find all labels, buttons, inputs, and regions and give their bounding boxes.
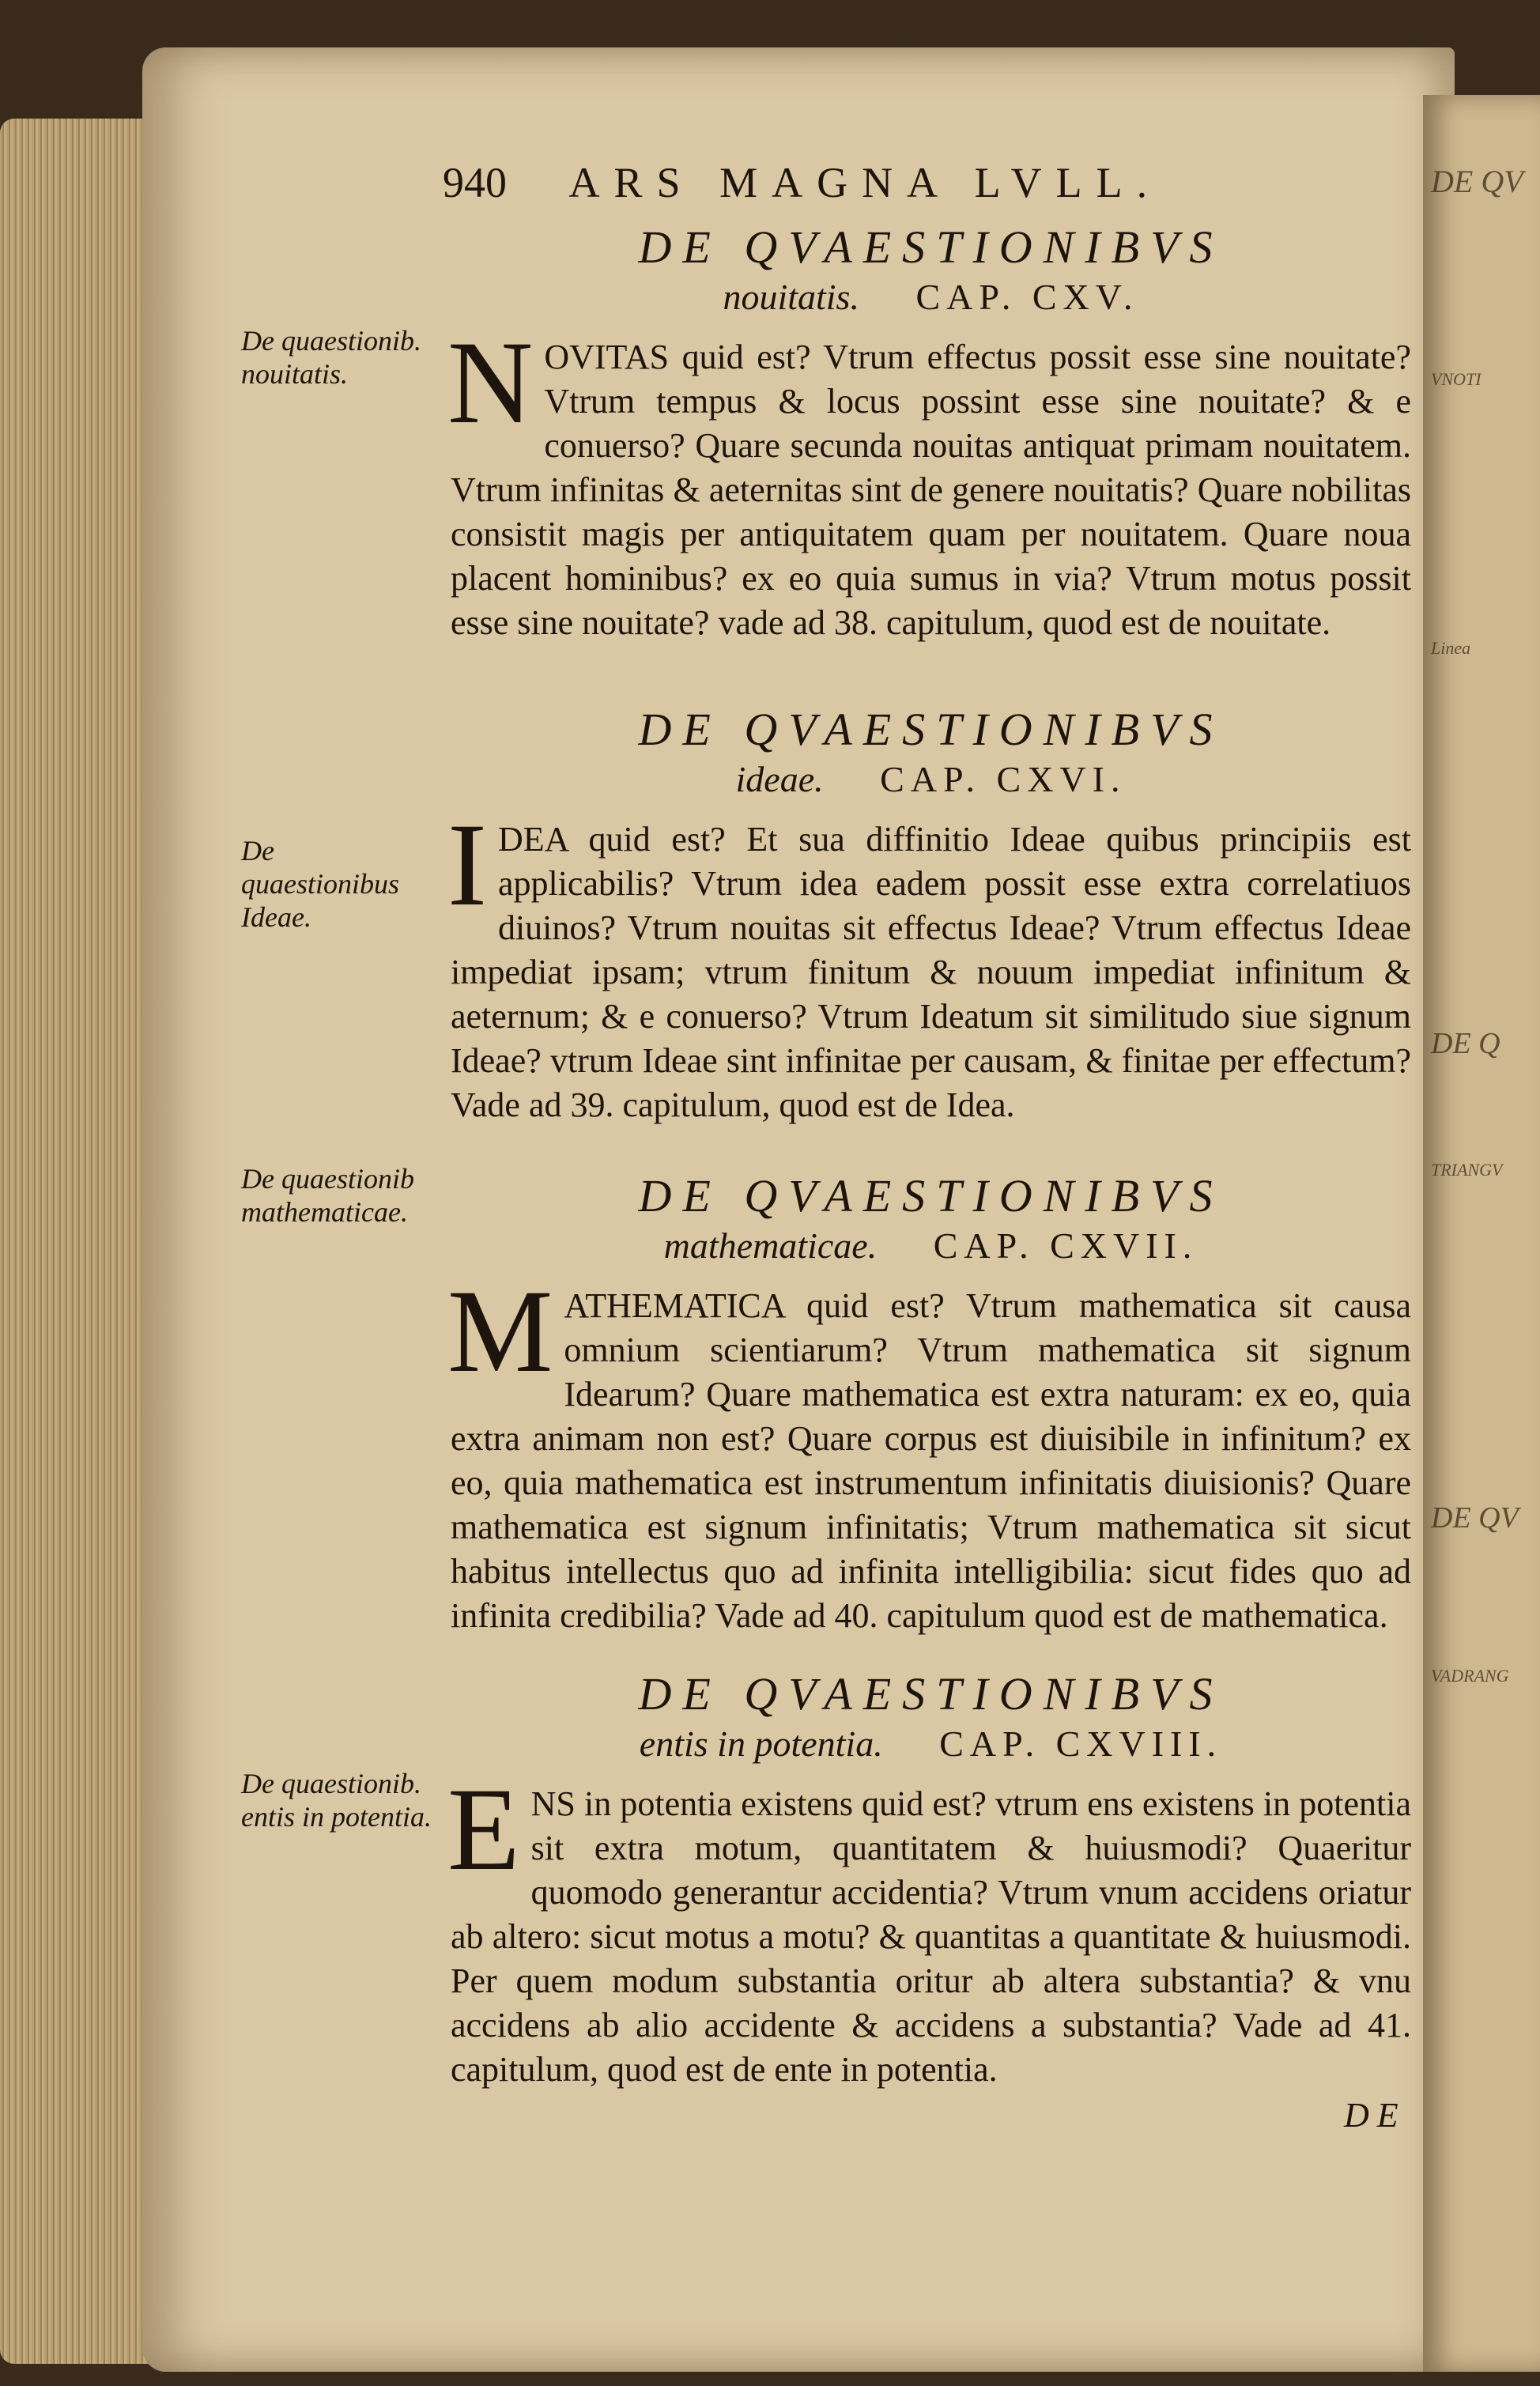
facing-fragment: TRIANGV [1431, 1160, 1503, 1180]
margin-note: De quaestionib. entis in potentia. [241, 1768, 432, 1833]
chapter-section [447, 704, 1411, 1127]
facing-fragment: DE QV [1431, 1501, 1519, 1535]
body-text: NS in potentia existens quid est? vtrum ens existens in potentia sit extra motum, quantitatem & huiusmodi? Quaeritur quomodo generantur accidentia? Vtrum vnum accidens oriatur ab altero: sicut motus a motu? & quantitas a quantitate & huiusmodi. Per quem modum substantia oritur ab altera substantia? & vnu accidens ab alio accidente & accidens a substantia? Vade ad 41. capitulum, quod est de ente in potentia. [451, 1784, 1411, 2089]
section-body [447, 799, 1411, 1127]
section-body [447, 1764, 1411, 2092]
section-subtitle [451, 756, 1411, 803]
section-heading: DE QVAESTIONIBVS [638, 1170, 1224, 1221]
section-body [447, 317, 1411, 645]
drop-initial: E [447, 1764, 520, 1895]
facing-fragment: Linea [1431, 638, 1471, 658]
book-edge [0, 119, 166, 2364]
section-heading: DE QVAESTIONIBVS [638, 1668, 1224, 1720]
facing-fragment: VADRANG [1431, 1666, 1509, 1686]
drop-initial: M [447, 1266, 553, 1397]
book-title: ARS MAGNA LVLL. [568, 159, 1162, 206]
chapter-number: CAP. CXVII. [933, 1225, 1198, 1266]
margin-note: De quaestionibus Ideae. [241, 835, 400, 933]
section-heading: DE QVAESTIONIBVS [638, 221, 1224, 273]
margin-note: De quaestionib. nouitatis. [241, 325, 421, 390]
chapter-number: CAP. CXVI. [880, 759, 1127, 799]
facing-fragment: DE Q [1431, 1027, 1500, 1060]
subtitle-text: ideae. [735, 759, 824, 799]
margin-note: De quaestionib mathematicae. [241, 1163, 414, 1228]
subtitle-text: nouitatis. [723, 277, 859, 317]
running-head [443, 158, 1312, 207]
chapter-section [447, 1170, 1411, 1638]
body-text: DEA quid est? Et sua diffinitio Ideae quibus principiis est applicabilis? Vtrum idea eadem possit esse extra correlatiuos diuinos? Vtrum nouitas sit effectus Ideae? Vtrum effectus Ideae impediat ipsam; vtrum finitum & nouum impediat infinitum & aeternum; & e conuerso? Vtrum Ideatum sit similitudo siue signum Ideae? vtrum Ideae sint infinitae per causam, & finitae per effectum? Vade ad 39. capitulum, quod est de Idea. [451, 820, 1411, 1124]
body-text: ATHEMATICA quid est? Vtrum mathematica sit causa omnium scientiarum? Vtrum mathematica sit signum Idearum? Quare mathematica est extra naturam: ex eo, quia extra animam non est? Quare corpus est diuisibile in infinitum? ex eo, quia mathematica est instrumentum infinitatis diuisionis? Quare mathematica est signum infinitatis; Vtrum mathematica sit sicut habitus intellectus quo ad infinita intelligibilia: sicut fides quo ad infinita credibilia? Vade ad 40. capitulum quod est de mathematica. [451, 1286, 1411, 1635]
section-heading: DE QVAESTIONIBVS [638, 704, 1224, 755]
subtitle-text: mathematicae. [663, 1225, 878, 1266]
catchword: DE [1344, 2096, 1406, 2135]
chapter-section [447, 221, 1411, 645]
facing-fragment: DE QV [1431, 164, 1523, 199]
section-subtitle [451, 274, 1411, 321]
chapter-number: CAP. CXVIII. [939, 1723, 1223, 1764]
section-subtitle [451, 1222, 1411, 1270]
facing-page [1423, 95, 1540, 2372]
section-subtitle [451, 1720, 1411, 1768]
section-body [447, 1266, 1411, 1638]
chapter-section [447, 1668, 1411, 2092]
drop-initial: I [447, 799, 487, 931]
body-text: OVITAS quid est? Vtrum effectus possit esse sine nouitate? Vtrum tempus & locus possint esse sine nouitate? & e conuerso? Quare secunda nouitas antiquat primam nouitatem. Vtrum infinitas & aeternitas sint de genere nouitatis? Quare nobilitas consistit magis per antiquitatem quam per nouitatem. Quare noua placent hominibus? ex eo quia sumus in via? Vtrum motus possit esse sine nouitate? vade ad 38. capitulum, quod est de nouitate. [451, 338, 1411, 642]
page-number: 940 [443, 159, 507, 206]
drop-initial: N [447, 317, 534, 448]
chapter-number: CAP. CXV. [915, 277, 1139, 317]
subtitle-text: entis in potentia. [639, 1723, 883, 1764]
facing-fragment: VNOTI [1431, 369, 1481, 389]
